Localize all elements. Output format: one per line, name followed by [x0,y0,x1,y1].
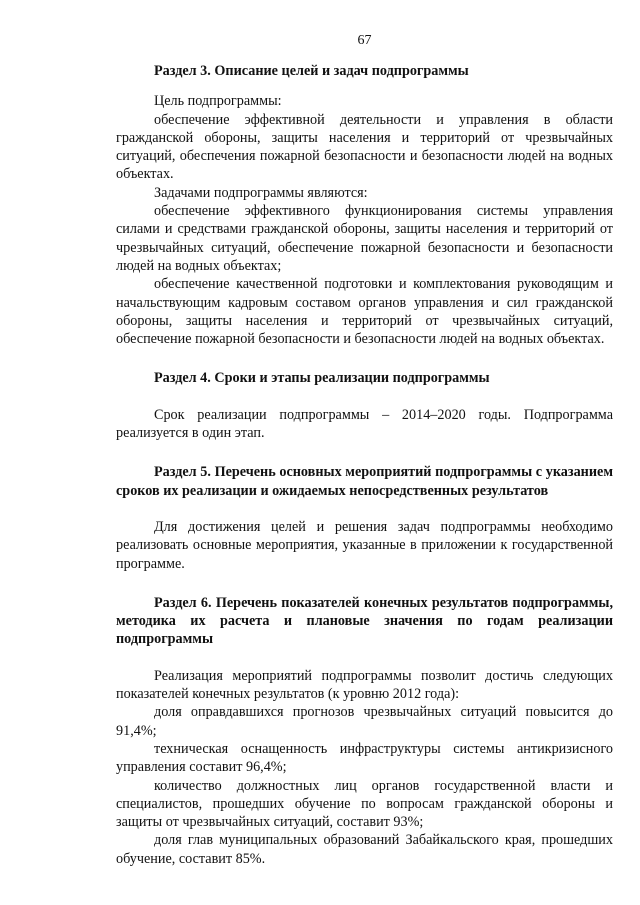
page-number: 67 [357,33,372,48]
section-3-paragraph: обеспечение качественной подготовки и комплектования руководящим и начальствующим кадровым составом органов управления и сил гражданской обороны, защиты населения и территорий от чрезвычайных ситуаций, обеспечение пожарной безопасности и безопасности людей на водных объектах. [116,276,613,348]
section-3-paragraph: Задачами подпрограммы являются: [154,184,368,201]
section-6-paragraph: Реализация мероприятий подпрограммы позволит достичь следующих показателей конечных результатов (к уровню 2012 года): [116,667,613,703]
section-3-paragraph: обеспечение эффективной деятельности и управления в области гражданской обороны, защиты населения и территорий от чрезвычайных ситуаций, обеспечения пожарной безопасности и безопасности людей на водных объектах. [116,111,613,183]
section-5-paragraph: Для достижения целей и решения задач подпрограммы необходимо реализовать основные мероприятия, указанные в приложении к государственной программе. [116,518,613,572]
section-6-paragraph: доля глав муниципальных образований Забайкальского края, прошедших обучение, составит 85%. [116,832,613,867]
section-3-heading: Раздел 3. Описание целей и задач подпрограммы [154,63,469,79]
section-4-paragraph: Срок реализации подпрограммы – 2014–2020 годы. Подпрограмма реализуется в один этап. [116,406,613,442]
section-6-heading: Раздел 6. Перечень показателей конечных результатов подпрограммы, методика их расчета и плановые значения по годам реализации подпрограммы [116,594,613,648]
section-5-heading: Раздел 5. Перечень основных мероприятий подпрограммы с указанием сроков их реализации и ожидаемых непосредственных результатов [116,464,613,499]
section-3-paragraph: обеспечение эффективного функционирования системы управления силами и средствами гражданской обороны, защиты населения и территорий от чрезвычайных ситуаций, обеспечение пожарной безопасности и безопасности людей на водных объектах; [116,203,613,274]
section-6-paragraph: техническая оснащенность инфраструктуры системы антикризисного управления составит 96,4%; [116,740,613,776]
section-3-paragraph: Цель подпрограммы: [154,93,282,110]
section-6-paragraph: доля оправдавшихся прогнозов чрезвычайных ситуаций повысится до 91,4%; [116,704,613,739]
section-6-paragraph: количество должностных лиц органов государственной власти и специалистов, прошедших обучение по вопросам гражданской обороны и защиты от чрезвычайных ситуаций, составит 93%; [116,777,613,831]
document-page [116,32,613,868]
section-4-heading: Раздел 4. Сроки и этапы реализации подпрограммы [154,370,490,387]
